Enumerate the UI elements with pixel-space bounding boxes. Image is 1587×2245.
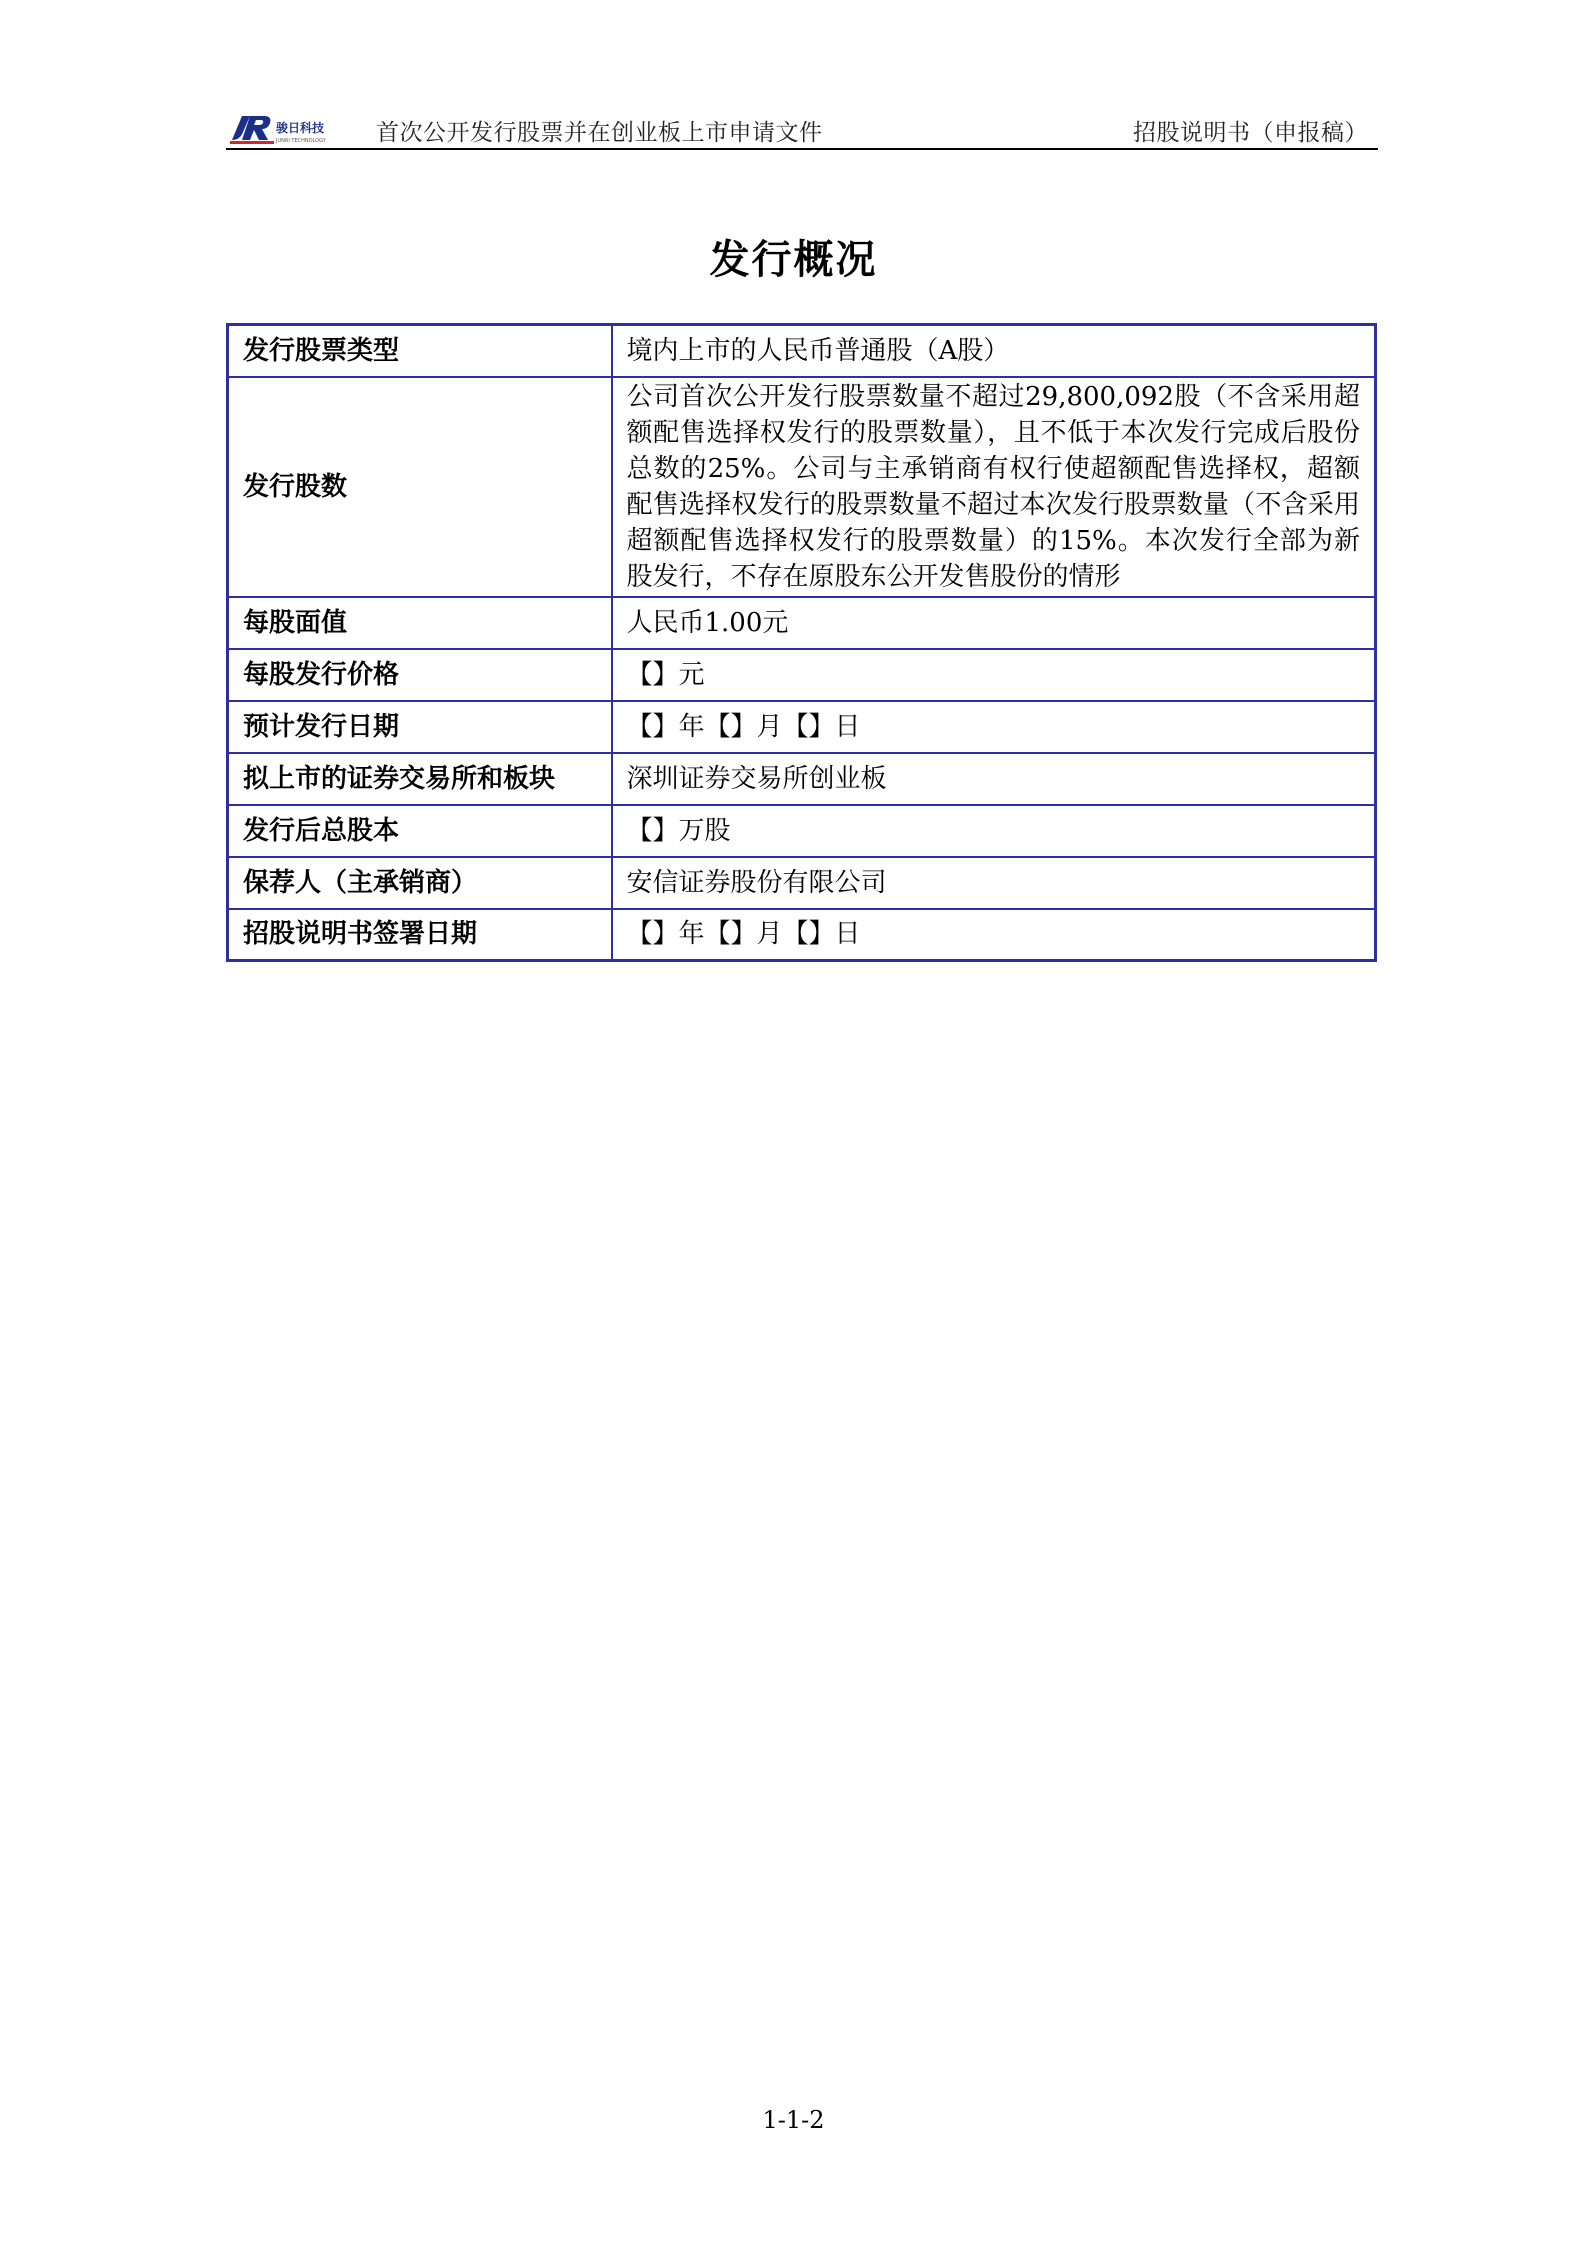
row-value: 【】万股: [612, 805, 1376, 857]
row-label: 发行后总股本: [228, 805, 612, 857]
company-logo: [228, 110, 343, 146]
row-value: 深圳证券交易所创业板: [612, 753, 1376, 805]
document-subtitle: 首次公开发行股票并在创业板上市申请文件: [376, 120, 823, 146]
row-label: 每股发行价格: [228, 649, 612, 701]
table-row: [228, 753, 1376, 805]
table-row: [228, 377, 1376, 597]
row-value: 公司首次公开发行股票数量不超过29,800,092股（不含采用超额配售选择权发行的股票数量），且不低于本次发行完成后股份总数的25%。公司与主承销商有权行使超额配售选择权，超额配售选择权发行的股票数量不超过本次发行股票数量（不含采用超额配售选择权发行的股票数量）的15%。本次发行全部为新股发行，不存在原股东公开发售股份的情形: [612, 377, 1376, 597]
table-row: [228, 649, 1376, 701]
logo-subtitle-text: JUNRI TECHNOLOGY: [276, 138, 326, 144]
page-title: 发行概况: [709, 237, 878, 283]
logo-mark-icon: [230, 116, 274, 144]
row-value: 境内上市的人民币普通股（A股）: [612, 325, 1376, 377]
table-row: [228, 325, 1376, 377]
page-header: [226, 108, 1378, 150]
row-label: 保荐人（主承销商）: [228, 857, 612, 909]
page-number: 1-1-2: [762, 2106, 825, 2134]
table-row: [228, 909, 1376, 961]
row-value: 安信证券股份有限公司: [612, 857, 1376, 909]
logo-company-text: 骏日科技: [276, 121, 325, 135]
row-label: 招股说明书签署日期: [228, 909, 612, 961]
row-value: 【】年【】月【】日: [612, 909, 1376, 961]
row-value: 【】元: [612, 649, 1376, 701]
row-value: 【】年【】月【】日: [612, 701, 1376, 753]
table-row: [228, 805, 1376, 857]
row-label: 发行股票类型: [228, 325, 612, 377]
issuance-overview-table: [226, 323, 1377, 962]
row-value: 人民币1.00元: [612, 597, 1376, 649]
row-label: 每股面值: [228, 597, 612, 649]
row-label: 拟上市的证券交易所和板块: [228, 753, 612, 805]
table-row: [228, 701, 1376, 753]
row-label: 预计发行日期: [228, 701, 612, 753]
table-row: [228, 597, 1376, 649]
row-label: 发行股数: [228, 377, 612, 597]
table-row: [228, 857, 1376, 909]
document-type: 招股说明书（申报稿）: [1133, 120, 1368, 146]
